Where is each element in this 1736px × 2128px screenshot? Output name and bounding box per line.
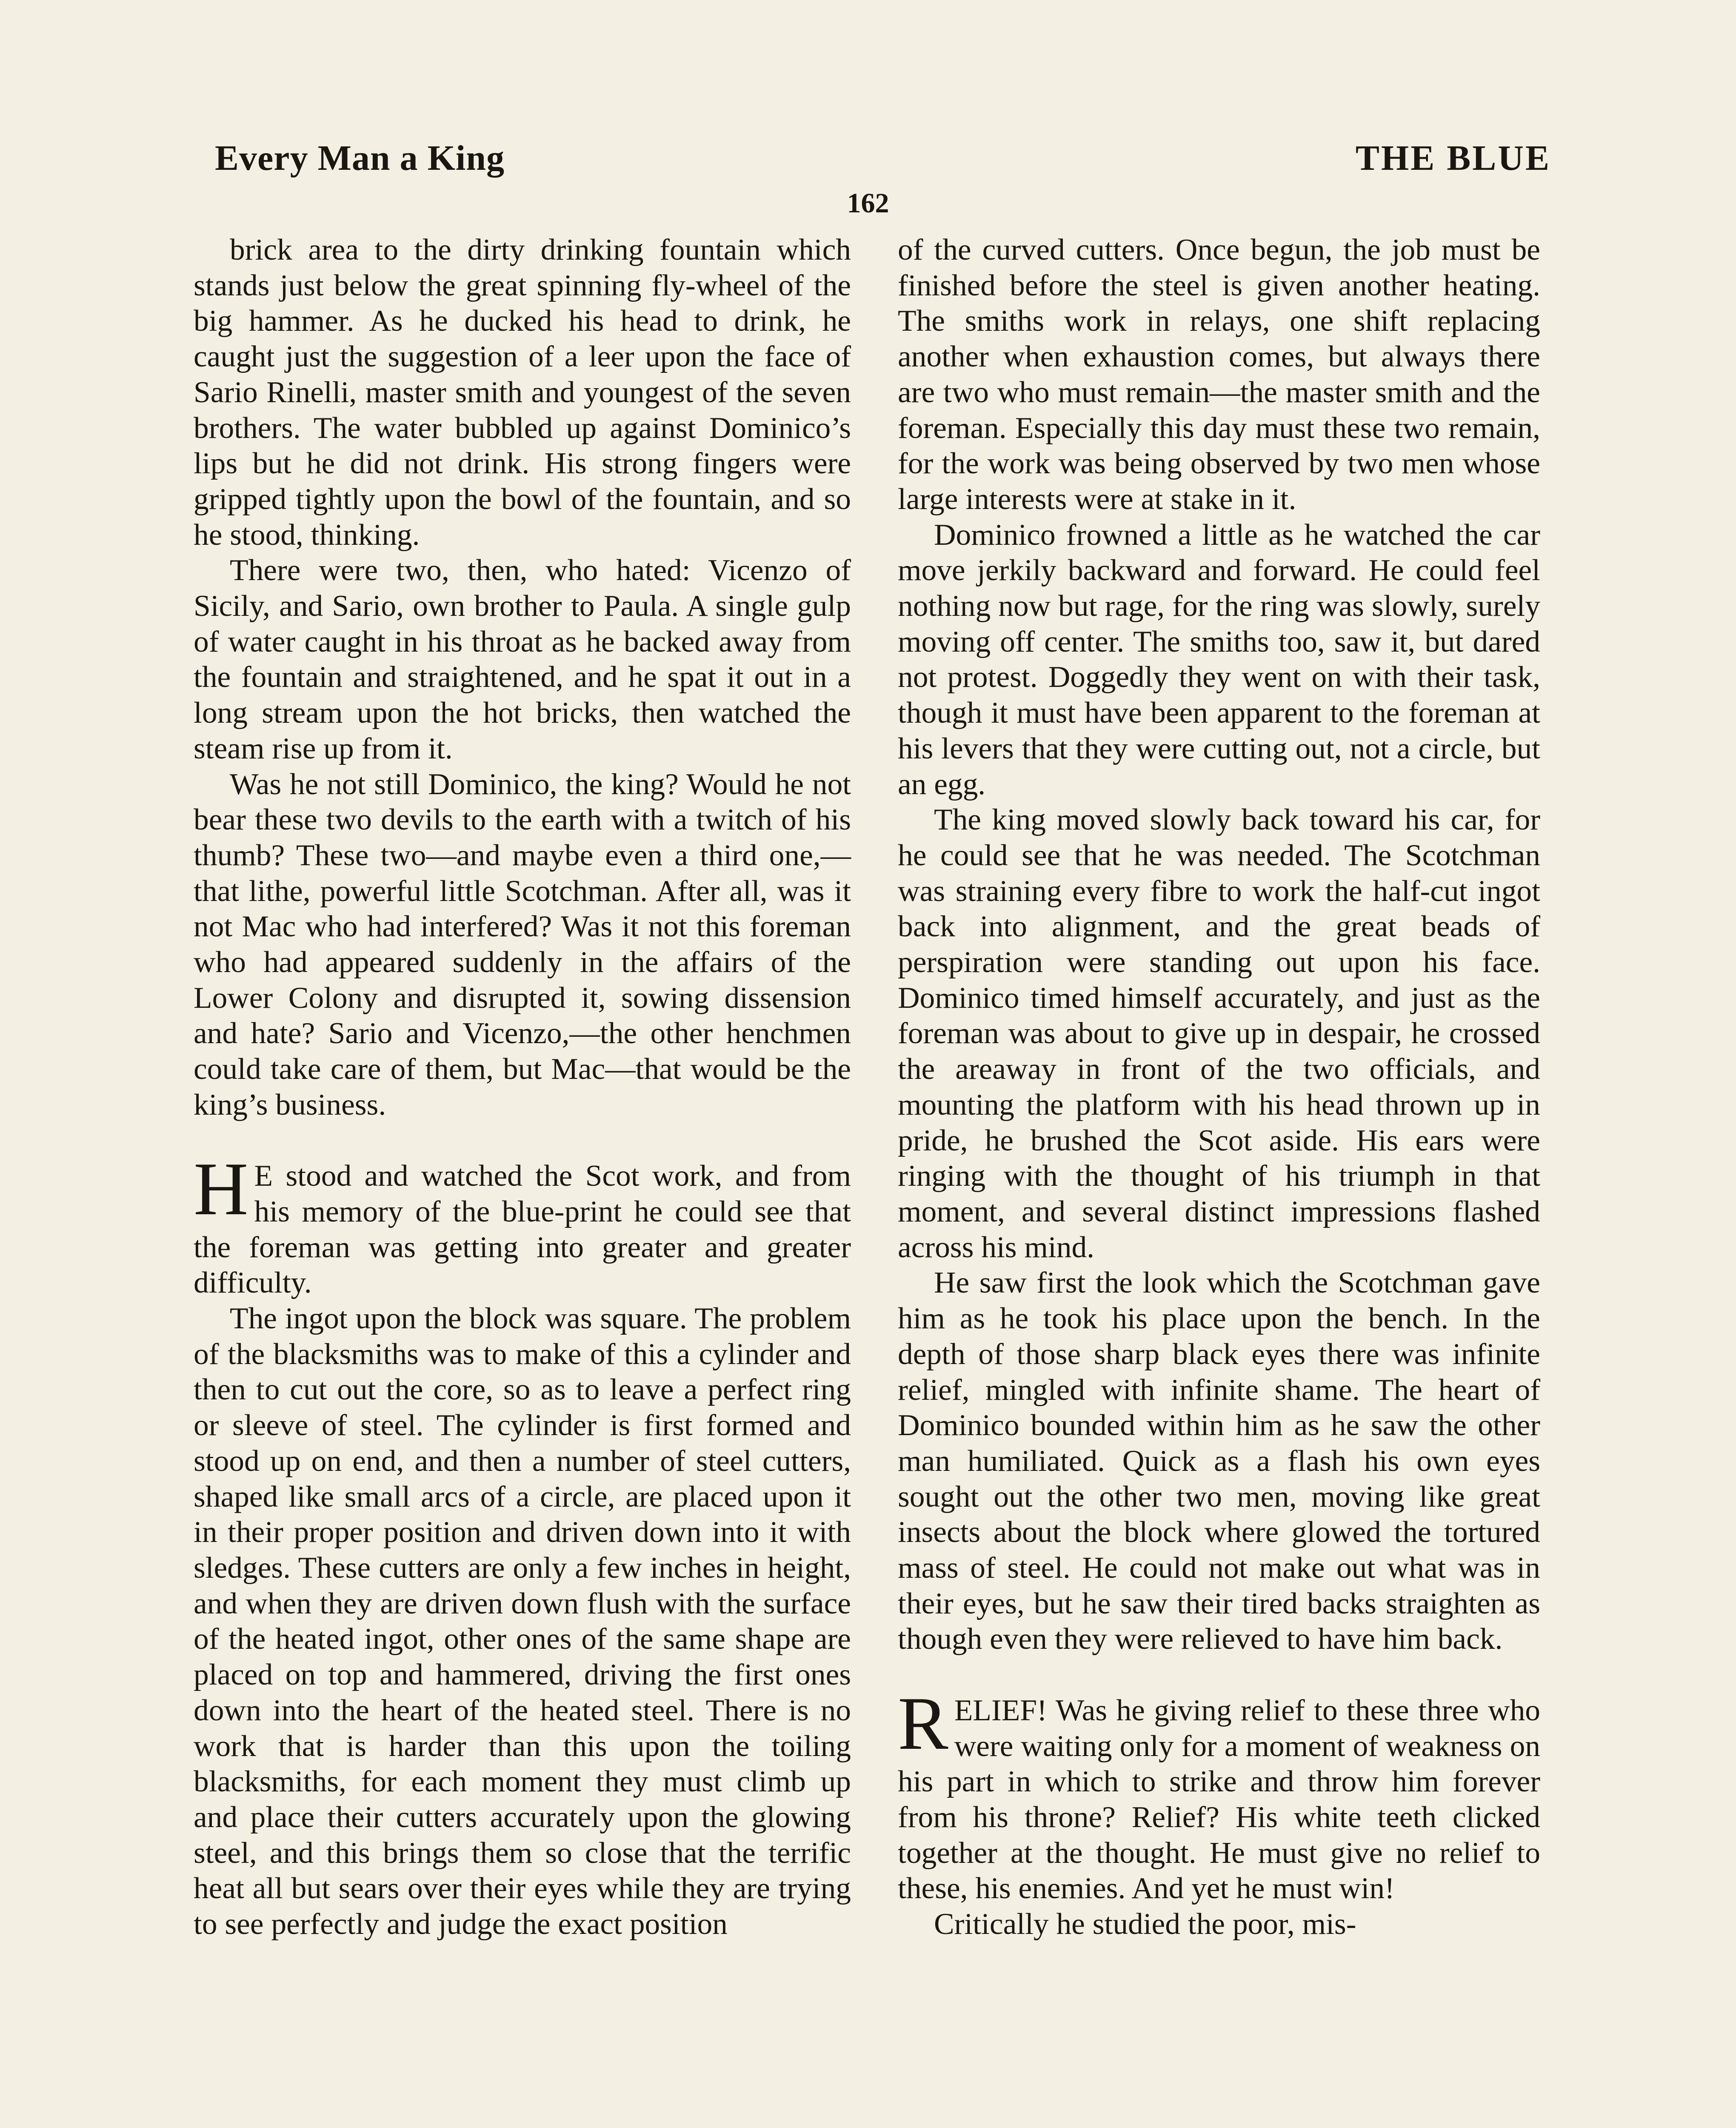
drop-cap: R	[898, 1681, 948, 1765]
paragraph-text: E stood and watched the Scot work, and from his memory of the blue-print he could see that the foreman was getting into greater and greater difficulty.	[194, 1159, 851, 1300]
paragraph: There were two, then, who hated: Vicenzo of Sicily, and Sario, own brother to Paula. A single gulp of water caught in his throat as he backed away from the fountain and straightened, and he spat it out in a long stream upon the hot bricks, then watched the steam rise up from it.	[194, 553, 851, 765]
paragraph: Critically he studied the poor, mis-	[934, 1907, 1356, 1941]
paragraph	[194, 1147, 851, 1301]
paragraph: The king moved slowly back toward his car, for he could see that he was needed. The Scotchman was straining every fibre to work the half-cut ingot back into alignment, and the great beads of perspiration were standing out upon his face. Dominico timed himself accurately, and just as the foreman was about to give up in despair, he crossed the areaway in front of the two officials, and mounting the platform with his head thrown up in pride, he brushed the Scot aside. His ears were ringing with the thought of his triumph in that moment, and several distinct impressions flashed across his mind.	[898, 803, 1540, 1264]
left-column	[194, 232, 851, 1942]
paragraph: brick area to the dirty drinking fountain which stands just below the great spinning fly-wheel of the big hammer. As he ducked his head to drink, he caught just the suggestion of a leer upon the face of Sario Rinelli, master smith and youngest of the seven brothers. The water bubbled up against Dominico’s lips but he did not drink. His strong fingers were gripped tightly upon the bowl of the fountain, and so he stood, thinking.	[194, 233, 851, 552]
paragraph: Was he not still Dominico, the king? Would he not bear these two devils to the earth with a twitch of his thumb? These two—and maybe even a third one,—that lithe, powerful little Scotchman. After all, was it not Mac who had interfered? Was it not this foreman who had appeared suddenly in the affairs of the Lower Colony and disrupted it, sowing dissension and hate? Sario and Vicenzo,—the other henchmen could take care of them, but Mac—that would be the king’s business.	[194, 767, 851, 1121]
paragraph: He saw first the look which the Scotchman gave him as he took his place upon the bench. In the depth of those sharp black eyes there was infinite relief, mingled with infinite shame. The heart of Dominico bounded within him as he saw the other man humiliated. Quick as a flash his own eyes sought out the other two men, moving like great insects about the block where glowed the tortured mass of steel. He could not make out what was in their eyes, but he saw their tired backs straighten as though even they were relieved to have him back.	[898, 1266, 1540, 1656]
paragraph	[898, 1681, 1540, 1906]
paragraph: The ingot upon the block was square. The problem of the blacksmiths was to make of this a cylinder and then to cut out the core, so as to leave a perfect ring or sleeve of steel. The cylinder is first formed and stood up on end, and then a number of steel cutters, shaped like small arcs of a circle, are placed upon it in their proper position and driven down into it with sledges. These cutters are only a few inches in height, and when they are driven down flush with the surface of the heated ingot, other ones of the same shape are placed on top and hammered, driving the first ones down into the heart of the heated steel. There is no work that is harder than this upon the toiling blacksmiths, for each moment they must climb up and place their cutters accurately upon the glowing steel, and this brings them so close that the terrific heat all but sears over their eyes while they are trying to see perfectly and judge the exact position	[194, 1301, 851, 1941]
paragraph: of the curved cutters. Once begun, the job must be finished before the steel is given another heating. The smiths work in relays, one shift replacing another when exhaustion comes, but always there are two who must remain—the master smith and the foreman. Especially this day must these two remain, for the work was being observed by two men whose large interests were at stake in it.	[898, 233, 1540, 516]
page-number: 162	[847, 188, 889, 219]
drop-cap: H	[194, 1147, 248, 1231]
magazine-name: THE BLUE	[1355, 138, 1551, 178]
right-column	[898, 232, 1540, 1942]
paragraph-text: ELIEF! Was he giving relief to these three who were waiting only for a moment of weakness on his part in which to strike and throw him forever from his throne? Relief? His white teeth clicked together at the thought. He must give no relief to these, his enemies. And yet he must win!	[898, 1693, 1540, 1905]
running-title: Every Man a King	[215, 138, 505, 178]
paragraph: Dominico frowned a little as he watched the car move jerkily backward and forward. He could feel nothing now but rage, for the ring was slowly, surely moving off center. The smiths too, saw it, but dared not protest. Doggedly they went on with their task, though it must have been apparent to the foreman at his levers that they were cutting out, not a circle, but an egg.	[898, 518, 1540, 801]
